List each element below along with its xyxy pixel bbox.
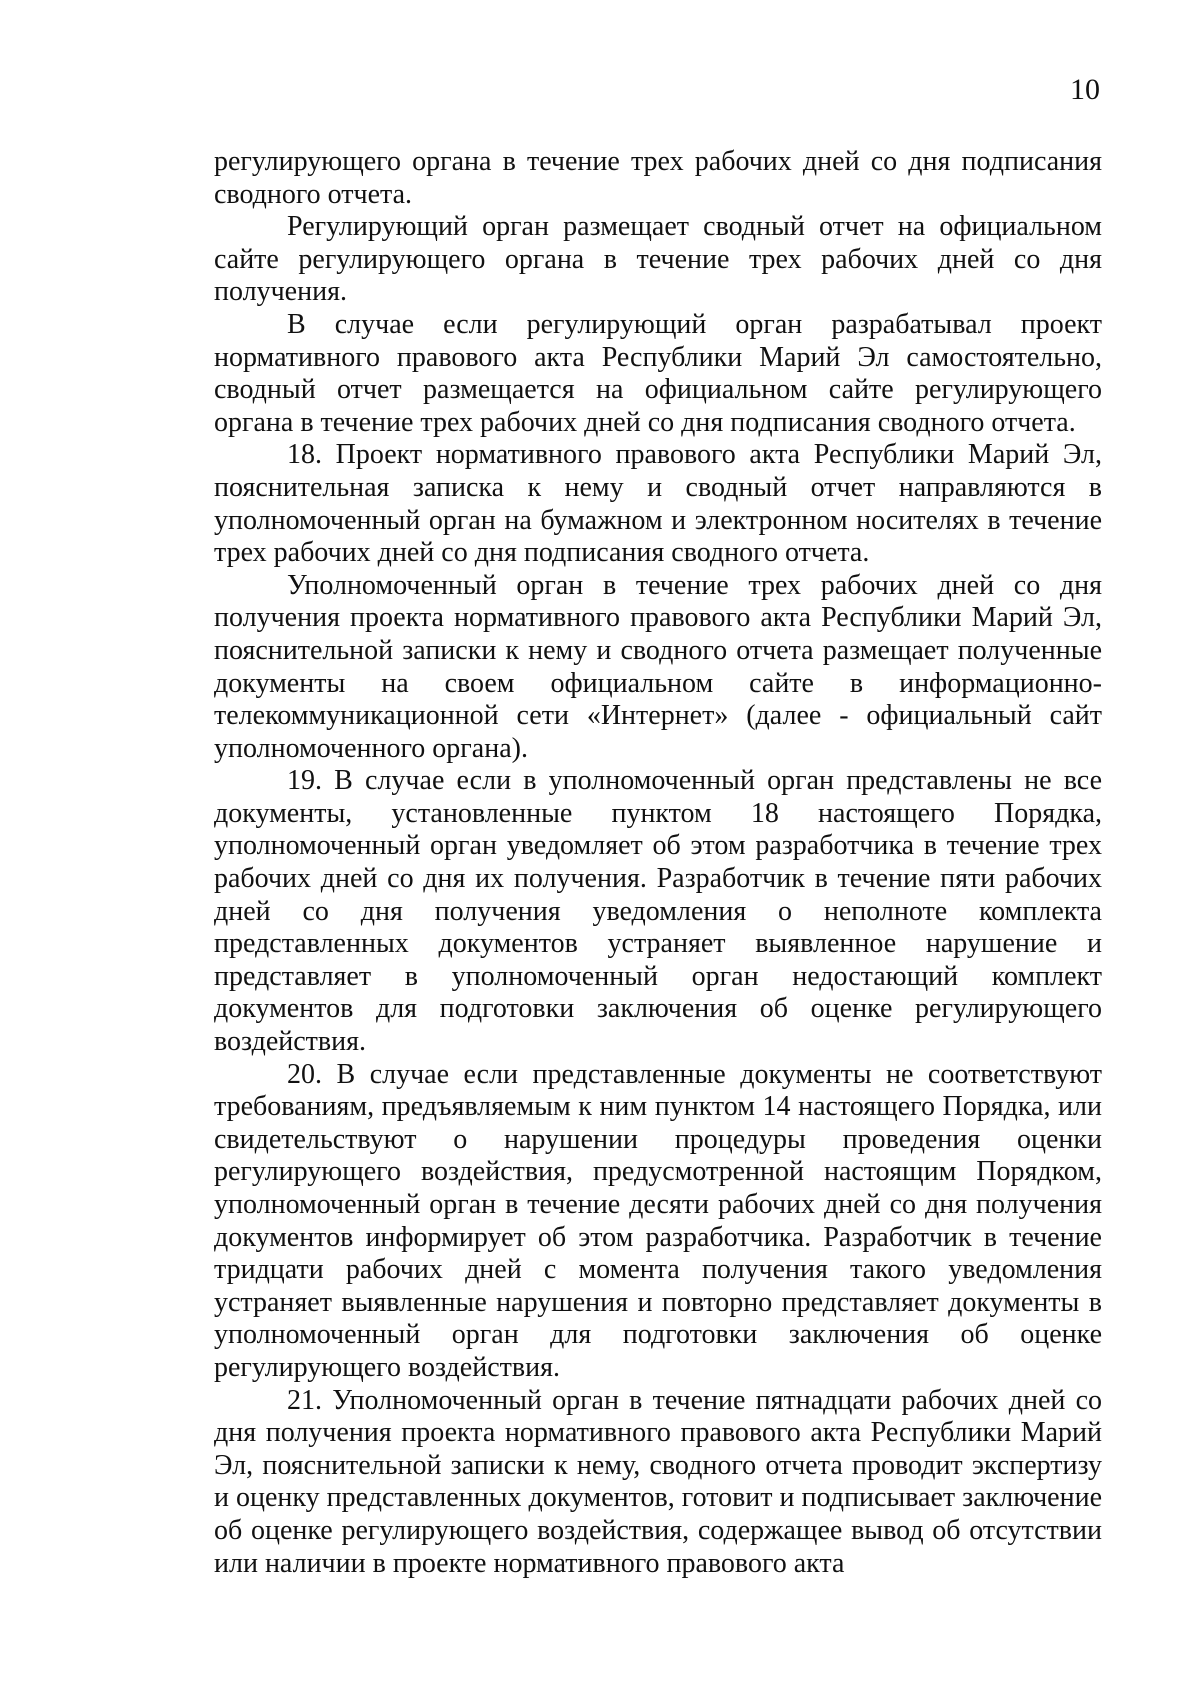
paragraph-item-21: 21. Уполномоченный орган в течение пятнадцати рабочих дней со дня получения проекта нормативного правового акта Республики Марий Эл, пояснительной записки к нему, сводного отчета проводит экспертизу и оценку представленных документов, готовит и подписывает заключение об оценке регулирующего воздействия, содержащее вывод об отсутствии или наличии в проекте нормативного правового акта bbox=[214, 1384, 1102, 1579]
paragraph: В случае если регулирующий орган разрабатывал проект нормативного правового акта Республики Марий Эл самостоятельно, сводный отчет размещается на официальном сайте регулирующего органа в течение трех рабочих дней со дня подписания сводного отчета. bbox=[214, 308, 1102, 438]
paragraph-item-18: 18. Проект нормативного правового акта Республики Марий Эл, пояснительная записка к нему и сводный отчет направляются в уполномоченный орган на бумажном и электронном носителях в течение трех рабочих дней со дня подписания сводного отчета. bbox=[214, 439, 1102, 569]
page-number: 10 bbox=[1070, 73, 1100, 106]
paragraph-continuation: регулирующего органа в течение трех рабочих дней со дня подписания сводного отчета. bbox=[214, 146, 1102, 210]
paragraph: Уполномоченный орган в течение трех рабочих дней со дня получения проекта нормативного правового акта Республики Марий Эл, пояснительной записки к нему и сводного отчета размещает полученные документы на своем официальном сайте в информационно-телекоммуникационной сети «Интернет» (далее - официальный сайт уполномоченного органа). bbox=[214, 569, 1102, 764]
paragraph-item-20: 20. В случае если представленные документы не соответствуют требованиям, предъявляемым к ним пунктом 14 настоящего Порядка, или свидетельствуют о нарушении процедуры проведения оценки регулирующего воздействия, предусмотренной настоящим Порядком, уполномоченный орган в течение десяти рабочих дней со дня получения документов информирует об этом разработчика. Разработчик в течение тридцати рабочих дней с момента получения такого уведомления устраняет выявленные нарушения и повторно представляет документы в уполномоченный орган для подготовки заключения об оценке регулирующего воздействия. bbox=[214, 1058, 1102, 1383]
document-body bbox=[214, 146, 1102, 1580]
paragraph: Регулирующий орган размещает сводный отчет на официальном сайте регулирующего органа в течение трех рабочих дней со дня получения. bbox=[214, 211, 1102, 308]
paragraph-item-19: 19. В случае если в уполномоченный орган представлены не все документы, установленные пунктом 18 настоящего Порядка, уполномоченный орган уведомляет об этом разработчика в течение трех рабочих дней со дня их получения. Разработчик в течение пяти рабочих дней со дня получения уведомления о неполноте комплекта представленных документов устраняет выявленное нарушение и представляет в уполномоченный орган недостающий комплект документов для подготовки заключения об оценке регулирующего воздействия. bbox=[214, 765, 1102, 1058]
